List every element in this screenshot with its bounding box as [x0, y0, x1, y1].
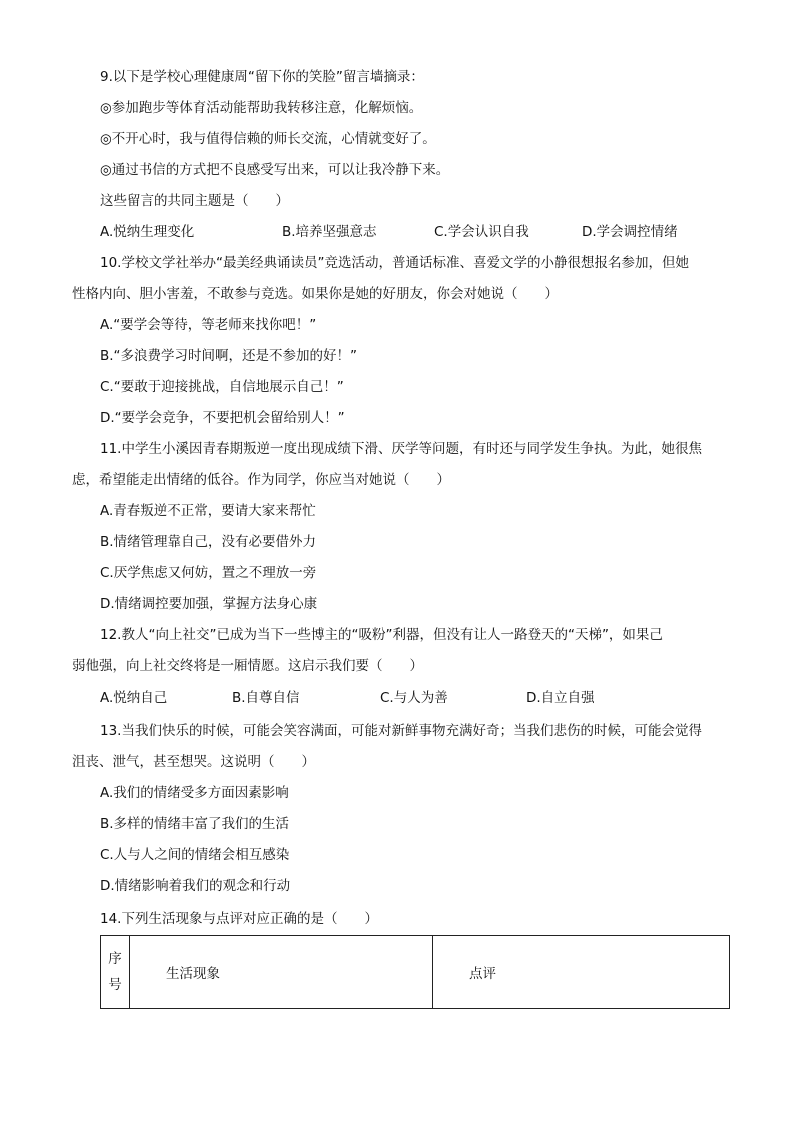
q11-option-d: D.情绪调控要加强，掌握方法身心康: [100, 596, 318, 612]
table-header-row: [101, 936, 730, 1009]
table-header-index-char: 序: [108, 951, 122, 967]
q9-option-b: B.培养坚强意志: [282, 224, 377, 240]
q9-question: 这些留言的共同主题是（ ）: [100, 193, 289, 209]
q10-option-a: A.“要学会等待，等老师来找你吧！”: [100, 317, 317, 333]
q9-option-d: D.学会调控情绪: [582, 224, 678, 240]
q9-option-a: A.悦纳生理变化: [100, 224, 195, 240]
q13-option-a: A.我们的情绪受多方面因素影响: [100, 785, 289, 801]
q12-option-b: B.自尊自信: [232, 690, 300, 706]
q14-stem: 14.下列生活现象与点评对应正确的是（ ）: [100, 911, 378, 927]
q13-stem-line: 沮丧、泄气，甚至想哭。这说明（ ）: [72, 754, 315, 770]
q9-item: ◎不开心时，我与值得信赖的师长交流，心情就变好了。: [100, 131, 436, 147]
q13-option-b: B.多样的情绪丰富了我们的生活: [100, 816, 290, 832]
q9-item: ◎通过书信的方式把不良感受写出来，可以让我冷静下来。: [100, 162, 450, 178]
table-header-comment: 点评: [433, 936, 730, 1009]
q14-table: [100, 935, 730, 1009]
q11-stem-line: 11.中学生小溪因青春期叛逆一度出现成绩下滑、厌学等问题，有时还与同学发生争执。为此，她很焦: [100, 441, 702, 457]
q9-option-c: C.学会认识自我: [434, 224, 529, 240]
table-header-index-char: 号: [108, 977, 122, 993]
q13-stem-line: 13.当我们快乐的时候，可能会笑容满面，可能对新鲜事物充满好奇；当我们悲伤的时候，可能会觉得: [100, 723, 702, 739]
q12-option-c: C.与人为善: [380, 690, 448, 706]
q11-option-b: B.情绪管理靠自己，没有必要借外力: [100, 534, 317, 550]
q9-item: ◎参加跑步等体育活动能帮助我转移注意，化解烦恼。: [100, 100, 423, 116]
q13-option-c: C.人与人之间的情绪会相互感染: [100, 847, 290, 863]
q12-stem-line: 弱他强，向上社交终将是一厢情愿。这启示我们要（ ）: [72, 658, 423, 674]
q10-option-b: B.“多浪费学习时间啊，还是不参加的好！”: [100, 348, 358, 364]
q12-stem-line: 12.教人“向上社交”已成为当下一些博主的“吸粉”利器，但没有让人一路登天的“天梯”，如果己: [100, 627, 663, 643]
q10-stem-line: 性格内向、胆小害羞，不敢参与竞选。如果你是她的好朋友，你会对她说（ ）: [72, 286, 558, 302]
q11-option-c: C.厌学焦虑又何妨，置之不理放一旁: [100, 565, 317, 581]
q10-stem-line: 10.学校文学社举办“最美经典诵读员”竞选活动，普通话标准、喜爱文学的小静很想报名参加，但她: [100, 255, 689, 271]
q9-stem: 9.以下是学校心理健康周“留下你的笑脸”留言墙摘录：: [100, 69, 424, 85]
q13-option-d: D.情绪影响着我们的观念和行动: [100, 878, 291, 894]
table-header-index: [101, 936, 130, 1009]
q12-option-d: D.自立自强: [526, 690, 595, 706]
q10-option-c: C.“要敢于迎接挑战，自信地展示自己！”: [100, 379, 344, 395]
q11-stem-line: 虑，希望能走出情绪的低谷。作为同学，你应当对她说（ ）: [72, 472, 450, 488]
table-header-phenomenon: 生活现象: [130, 936, 433, 1009]
q10-option-d: D.“要学会竞争，不要把机会留给别人！”: [100, 410, 345, 426]
q12-option-a: A.悦纳自己: [100, 690, 168, 706]
q11-option-a: A.青春叛逆不正常，要请大家来帮忙: [100, 503, 316, 519]
